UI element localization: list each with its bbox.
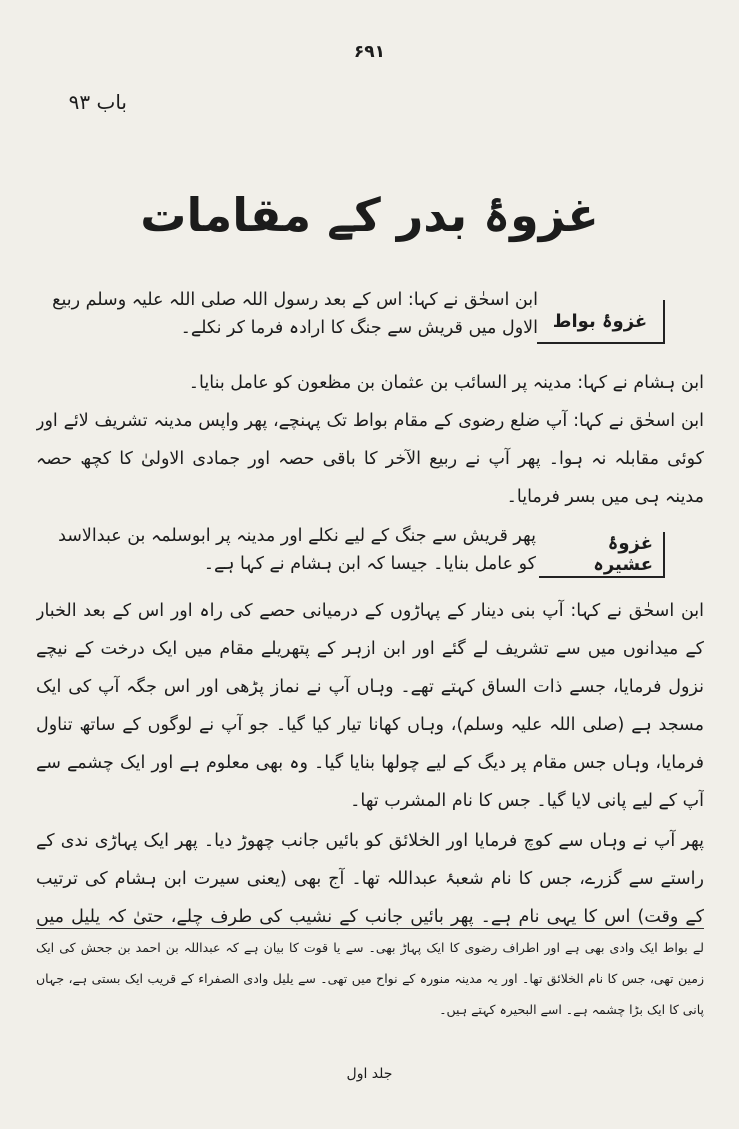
section-intro: ابن اسحٰق نے کہا: اس کے بعد رسول اللہ صلی اللہ علیہ وسلم ربیع الاول میں قریش سے جنگ کا ارادہ فرما کر نکلے۔	[52, 290, 538, 338]
section-heading-box	[537, 300, 665, 344]
paragraph: ابن اسحٰق نے کہا: آپ بنی دینار کے پہاڑوں کے درمیانی حصے کی راہ اور اس کے بعد الخبار کے میدانوں میں سے تشریف لے گئے اور ابن ازہر کے پتھریلے مقام میں ایک درخت کے نیچے نزول فرمایا، جسے ذات الساق کہتے تھے۔ وہاں آپ نے نماز پڑھی اور اس جگہ آپ کی ایک مسجد ہے (صلی اللہ علیہ وسلم)، وہاں کھانا تیار کیا گیا۔ جو آپ نے لوگوں کے ساتھ تناول فرمایا، وہاں جس مقام پر دیگ کے لیے چولھا بنایا گیا۔ وہ بھی معلوم ہے اور ایک چشمے سے آپ کے لیے پانی لایا گیا۔ جس کا نام المشرب تھا۔	[36, 601, 704, 811]
section-intro: پھر قریش سے جنگ کے لیے نکلے اور مدینہ پر ابوسلمہ بن عبدالاسد کو عامل بنایا۔ جیسا کہ ابن ہشام نے کہا ہے۔	[58, 526, 536, 574]
paragraph: ابن اسحٰق نے کہا: آپ ضلع رضوی کے مقام بواط تک پہنچے، پھر واپس مدینہ تشریف لائے اور کوئی مقابلہ نہ ہوا۔ پھر آپ نے ربیع الآخر کا باقی حصہ اور جمادی الاولیٰ کا کچھ حصہ مدینہ ہی میں بسر فرمایا۔	[36, 411, 704, 507]
footnote-rule	[36, 928, 704, 929]
page-title: غزوۂ بدر کے مقامات	[140, 188, 599, 242]
volume-footer: جلد اول	[346, 1066, 393, 1082]
paragraph: پھر آپ نے وہاں سے کوچ فرمایا اور الخلائق کو بائیں جانب چھوڑ دیا۔ پھر ایک پہاڑی ندی کے راستے سے گزرے، جس کا نام شعبۂ عبداللہ تھا۔ آج بھی (یعنی سیرت ابن ہشام کی ترتیب کے وقت) اس کا یہی نام ہے۔ پھر بائیں جانب کے نشیب کی طرف چلے، حتیٰ کہ یلیل میں	[36, 831, 704, 927]
section-heading: غزوۂ بواط	[552, 310, 648, 332]
section-heading: غزوۂ عشیرہ	[593, 533, 653, 575]
paragraph: ابن ہشام نے کہا: مدینہ پر السائب بن عثمان بن مظعون کو عامل بنایا۔	[188, 373, 704, 393]
page-number: ۶۹۱	[353, 42, 386, 62]
chapter-label: باب ۹۳	[68, 90, 127, 114]
footnotes: لے بواط ایک وادی بھی ہے اور اطراف رضوی کا ایک پہاڑ بھی۔ سے یا قوت کا بیان ہے کہ عبداللہ بن احمد بن جحش کی ایک زمین تھی، جس کا نام الخلائق تھا۔ اور یہ مدینہ منورہ کے نواح میں تھی۔ سے یلیل وادی الصفراء کے قریب ایک بستی ہے، جہاں پانی کا ایک بڑا چشمہ ہے۔ اسے البحیرہ کہتے ہیں۔	[36, 940, 704, 1017]
section-heading-box	[539, 532, 665, 578]
